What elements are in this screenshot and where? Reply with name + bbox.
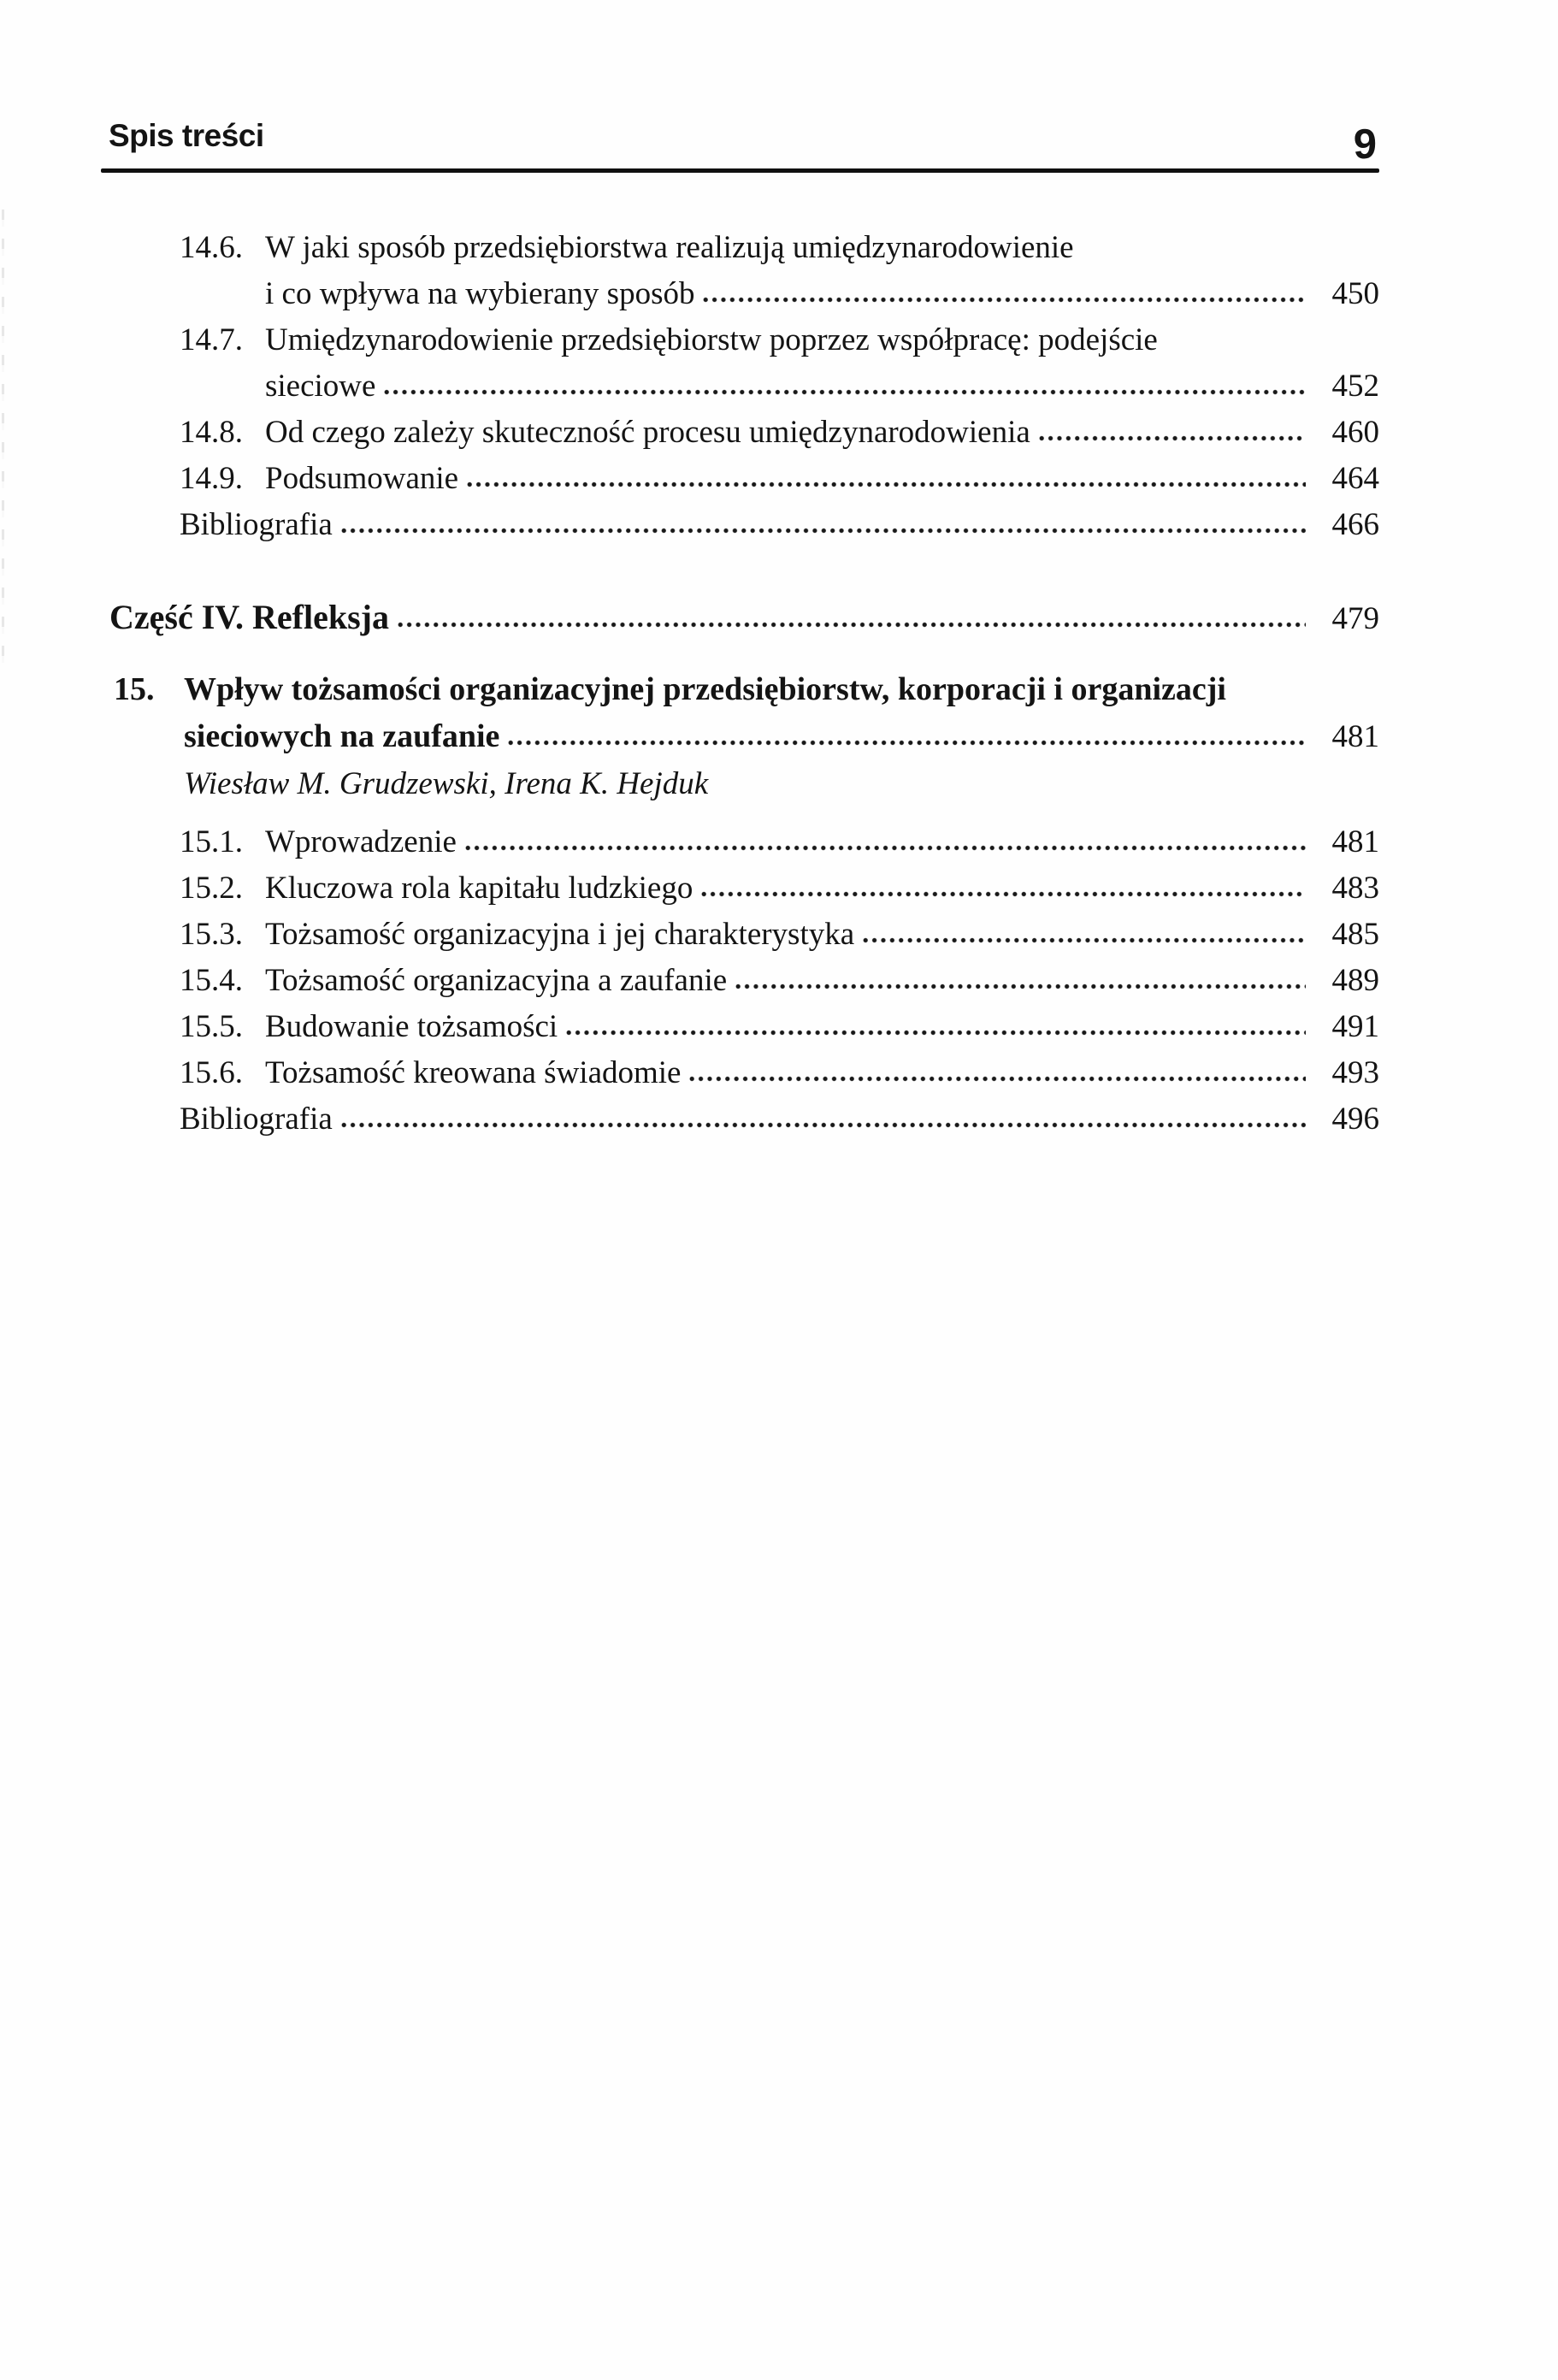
entry-number: 15.2. [180,871,243,906]
entry-number: 14.8. [180,415,243,450]
chapter-heading-line2 [0,713,1558,760]
dot-leader [384,388,1306,396]
part-heading [0,593,1558,644]
entry-number: 14.7. [180,322,243,357]
toc-entry-15-1 [0,819,1558,865]
bibliography-entry-ch15 [0,1096,1558,1143]
dot-leader [863,936,1306,944]
toc-entry-14-8 [0,410,1558,456]
entry-number: 15.3. [180,917,243,952]
header-rule [101,168,1379,173]
entry-title: Tożsamość organizacyjna a zaufanie [265,963,728,998]
entry-page-number: 481 [1331,719,1379,754]
entry-number: 15.4. [180,963,243,998]
entry-page-number: 491 [1331,1009,1379,1044]
chapter-authors [0,760,1558,807]
entry-title: Tożsamość organizacyjna i jej charakterystyka [265,917,855,952]
entry-number: 15.1. [180,824,243,859]
entry-number: 15.6. [180,1055,243,1090]
entry-page-number: 481 [1331,824,1379,859]
dot-leader [465,844,1306,852]
toc-entry-14-6-line1 [0,225,1558,271]
toc-entry-14-7-line2 [0,363,1558,410]
entry-title: Tożsamość kreowana świadomie [265,1055,682,1090]
page-title: Spis treści [109,118,264,153]
chapter-heading-line1 [0,666,1558,713]
dot-leader [735,983,1306,990]
toc-entry-15-2 [0,865,1558,912]
dot-leader [689,1075,1306,1083]
entry-page-number: 452 [1331,369,1379,404]
entry-number: 14.6. [180,230,243,265]
entry-title: Budowanie tożsamości [265,1009,558,1044]
dot-leader [701,890,1306,898]
dot-leader [398,621,1306,629]
page-number: 9 [1353,121,1377,168]
chapter-title: Wpływ tożsamości organizacyjnej przedsiębiorstw, korporacji i organizacji [184,671,1226,707]
chapter-title-continuation: sieciowych na zaufanie [184,718,500,754]
dot-leader [508,739,1306,747]
dot-leader [341,1121,1306,1129]
toc-entry-15-5 [0,1004,1558,1050]
entry-page-number: 489 [1331,963,1379,998]
bibliography-entry-ch14 [0,502,1558,548]
dot-leader [1039,434,1306,442]
toc-list [0,225,1558,1143]
chapter-number: 15. [114,671,155,707]
toc-entry-14-9 [0,456,1558,502]
toc-entry-14-6-line2 [0,271,1558,317]
entry-title: W jaki sposób przedsiębiorstwa realizują umiędzynarodowienie [265,230,1074,265]
entry-page-number: 466 [1331,507,1379,542]
toc-entry-15-6 [0,1050,1558,1096]
toc-entry-15-4 [0,958,1558,1004]
entry-title: Podsumowanie [265,461,459,496]
entry-page-number: 464 [1331,461,1379,496]
entry-page-number: 479 [1331,601,1379,636]
toc-entry-14-7-line1 [0,317,1558,363]
authors-names: Wiesław M. Grudzewski, Irena K. Hejduk [184,766,709,801]
entry-page-number: 496 [1331,1101,1379,1137]
entry-page-number: 450 [1331,276,1379,311]
entry-page-number: 460 [1331,415,1379,450]
dot-leader [467,481,1306,488]
entry-title: Bibliografia [180,1101,333,1137]
dot-leader [703,296,1306,304]
entry-title: Bibliografia [180,507,333,542]
entry-title: Kluczowa rola kapitału ludzkiego [265,871,693,906]
entry-title: Wprowadzenie [265,824,457,859]
entry-page-number: 485 [1331,917,1379,952]
dot-leader [341,527,1306,534]
entry-page-number: 493 [1331,1055,1379,1090]
entry-number: 15.5. [180,1009,243,1044]
entry-number: 14.9. [180,461,243,496]
dot-leader [566,1029,1306,1036]
entry-continuation: i co wpływa na wybierany sposób [265,276,695,311]
entry-page-number: 483 [1331,871,1379,906]
toc-entry-15-3 [0,912,1558,958]
entry-title: Od czego zależy skuteczność procesu umiędzynarodowienia [265,415,1030,450]
part-title: Część IV. Refleksja [109,598,389,636]
entry-title: Umiędzynarodowienie przedsiębiorstw poprzez współpracę: podejście [265,322,1158,357]
entry-continuation: sieciowe [265,369,376,404]
